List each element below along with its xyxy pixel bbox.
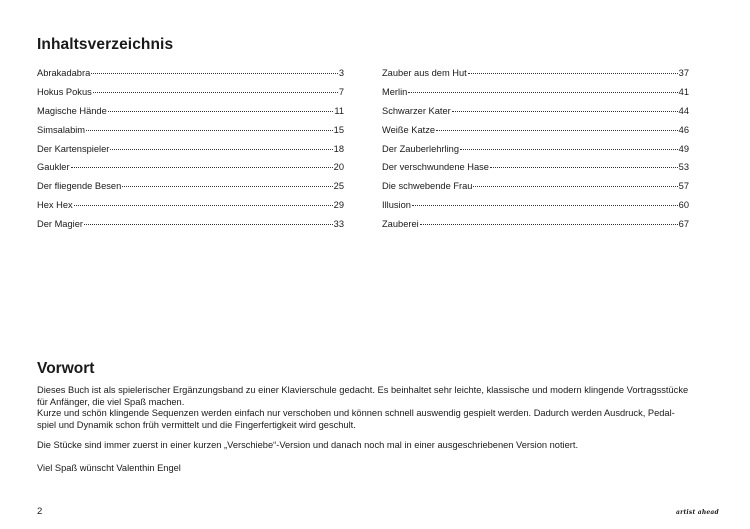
toc-leader-dots — [71, 167, 333, 168]
toc-entry-title: Der Magier — [37, 219, 83, 230]
foreword-line: für Anfänger, die viel Spaß machen. — [37, 396, 185, 407]
toc-entry-page: 60 — [678, 200, 689, 211]
toc-entry — [382, 105, 689, 124]
toc-leader-dots — [108, 111, 334, 112]
toc-entry-title: Simsalabim — [37, 124, 86, 135]
toc-leader-dots — [122, 186, 332, 187]
toc-entry-title: Magische Hände — [37, 105, 107, 116]
toc-entry — [37, 124, 344, 143]
publisher-logo: artist ahead — [676, 509, 719, 516]
toc-leader-dots — [86, 130, 333, 131]
toc-entry — [37, 86, 344, 105]
toc-entry — [37, 180, 344, 199]
toc-entry-title: Zauber aus dem Hut — [382, 68, 467, 78]
toc-leader-dots — [473, 186, 677, 187]
toc-leader-dots — [436, 130, 678, 131]
toc-entry-page: 57 — [678, 181, 689, 192]
toc-entry — [382, 86, 689, 105]
toc-entry-title: Merlin — [382, 86, 408, 97]
toc-entry — [382, 180, 689, 199]
toc-entry-title: Schwarzer Kater — [382, 105, 451, 116]
toc-entry-title: Zauberei — [382, 219, 419, 230]
toc-entry — [37, 218, 344, 237]
toc-entry-title: Die schwebende Frau — [382, 181, 473, 192]
toc-leader-dots — [91, 73, 338, 74]
toc-heading: Inhaltsverzeichnis — [37, 36, 174, 53]
toc-entry — [382, 199, 689, 218]
foreword-heading: Vorwort — [37, 360, 95, 377]
foreword-line: Kurze und schön klingende Sequenzen werden einfach nur verschoben und können schnell auswendig gespielt werden. Dadurch werden Ausdruck, Pedal- — [37, 408, 675, 419]
toc-entry — [37, 161, 344, 180]
foreword-body — [37, 385, 717, 475]
toc-leader-dots — [452, 111, 678, 112]
toc-leader-dots — [460, 149, 678, 150]
toc-entry — [382, 124, 689, 143]
foreword-signoff: Viel Spaß wünscht Valenthin Engel — [37, 462, 181, 473]
toc-entry — [382, 161, 689, 180]
toc-entry-page: 49 — [678, 143, 689, 154]
page-number: 2 — [37, 506, 43, 517]
toc-entry-page: 20 — [333, 162, 344, 173]
toc-entry-title: Der Kartenspieler — [37, 143, 110, 154]
toc-entry-page: 41 — [678, 86, 689, 97]
toc-entry-page: 33 — [333, 219, 344, 230]
toc-entry-page: 67 — [678, 219, 689, 230]
toc-entry-page: 29 — [333, 200, 344, 211]
toc-entry-page: 46 — [678, 124, 689, 135]
toc-entry — [37, 105, 344, 124]
toc-entry-title: Der fliegende Besen — [37, 181, 122, 192]
foreword-line: Die Stücke sind immer zuerst in einer kurzen „Verschiebe“-Version und danach noch mal in einer ausgeschriebenen Version notiert. — [37, 440, 579, 451]
toc-entry-title: Abrakadabra — [37, 68, 91, 78]
toc-entry-page: 7 — [338, 86, 344, 97]
toc-entry — [37, 67, 344, 86]
toc-entry-page: 3 — [338, 68, 344, 78]
toc-entry-page: 37 — [678, 68, 689, 78]
toc-entry-page: 15 — [333, 124, 344, 135]
toc-entry-title: Illusion — [382, 200, 411, 211]
toc-column-left — [37, 67, 344, 237]
toc-entry-title: Gaukler — [37, 162, 70, 173]
toc-entry-page: 18 — [333, 143, 344, 154]
toc-entry-title: Hokus Pokus — [37, 86, 92, 97]
toc-leader-dots — [408, 92, 677, 93]
toc-leader-dots — [74, 205, 333, 206]
toc-entry-title: Der Zauberlehrling — [382, 143, 459, 154]
toc-leader-dots — [110, 149, 332, 150]
toc-entry — [382, 218, 689, 237]
toc-entry-page: 53 — [678, 162, 689, 173]
toc-leader-dots — [93, 92, 338, 93]
toc-entry — [382, 67, 689, 86]
toc-leader-dots — [420, 224, 678, 225]
foreword-line: spiel und Dynamik schon früh vermittelt und die Fingerfertigkeit wird geschult. — [37, 419, 356, 430]
toc-leader-dots — [490, 167, 678, 168]
toc-entry-title: Weiße Katze — [382, 124, 436, 135]
toc-leader-dots — [468, 73, 678, 74]
toc-leader-dots — [84, 224, 333, 225]
toc-entry-title: Der verschwundene Hase — [382, 162, 489, 173]
toc-column-right — [382, 67, 689, 237]
toc-entry-page: 44 — [678, 105, 689, 116]
toc-entry-title: Hex Hex — [37, 200, 73, 211]
toc-leader-dots — [412, 205, 678, 206]
toc-entry — [382, 143, 689, 162]
toc-entry — [37, 143, 344, 162]
toc-entry — [37, 199, 344, 218]
foreword-line: Dieses Buch ist als spielerischer Ergänzungsband zu einer Klavierschule gedacht. Es beinhaltet sehr leichte, klassische und modern klingende Vortragsstücke — [37, 385, 689, 395]
toc-entry-page: 11 — [334, 105, 344, 116]
toc-entry-page: 25 — [333, 181, 344, 192]
